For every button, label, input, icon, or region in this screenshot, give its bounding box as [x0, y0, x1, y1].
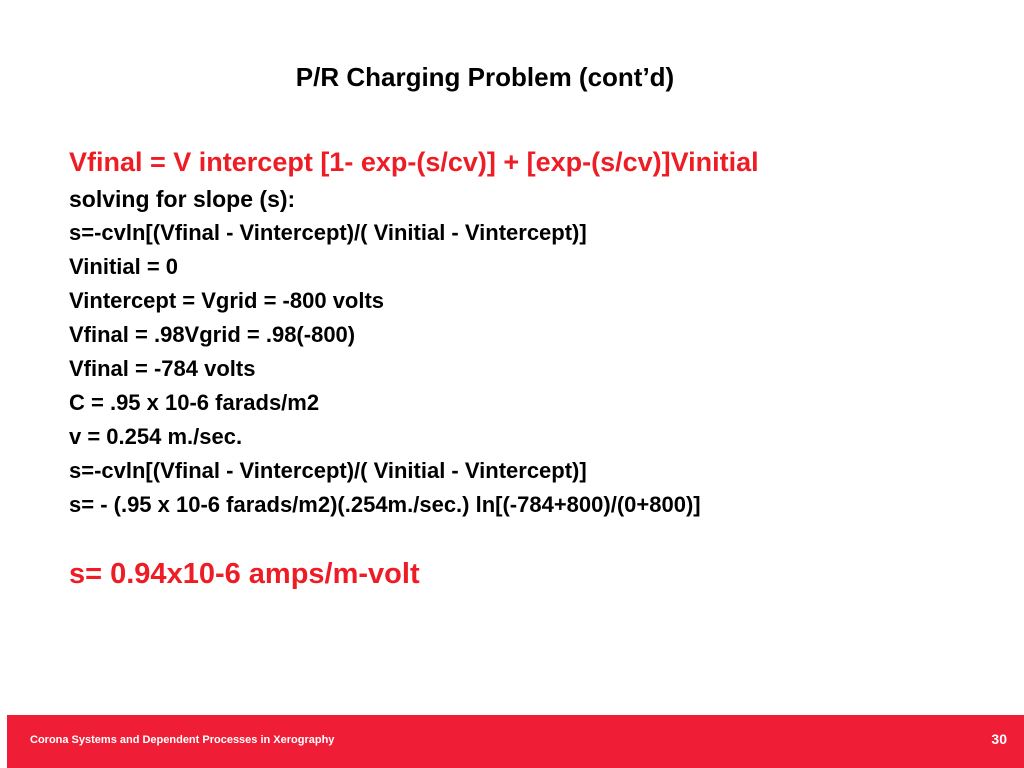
- text-line-vintercept: Vintercept = Vgrid = -800 volts: [69, 288, 385, 313]
- text-line-vfinal: Vfinal = -784 volts: [69, 356, 256, 381]
- page-number: 30: [991, 731, 1007, 747]
- footer-text: Corona Systems and Dependent Processes in Xerography: [30, 734, 335, 746]
- slide-body: [69, 142, 1009, 522]
- text-line-formula-repeat: s=-cvln[(Vfinal - Vintercept)/( Vinitial - Vintercept)]: [69, 458, 587, 483]
- result-line: s= 0.94x10-6 amps/m-volt: [69, 558, 420, 590]
- text-line-formula: s=-cvln[(Vfinal - Vintercept)/( Vinitial - Vintercept)]: [69, 220, 587, 245]
- text-line-velocity: v = 0.254 m./sec.: [69, 424, 243, 449]
- text-line-capacitance: C = .95 x 10-6 farads/m2: [69, 390, 320, 415]
- footer-bar: [7, 715, 1024, 768]
- equation-line: Vfinal = V intercept [1- exp-(s/cv)] + [exp-(s/cv)]Vinitial: [69, 147, 759, 177]
- slide-title: P/R Charging Problem (cont’d): [295, 62, 675, 92]
- text-line-substitution: s= - (.95 x 10-6 farads/m2)(.254m./sec.) ln[(-784+800)/(0+800)]: [69, 492, 701, 517]
- text-line-vfinal-calc: Vfinal = .98Vgrid = .98(-800): [69, 322, 356, 347]
- text-line-vinitial: Vinitial = 0: [69, 254, 179, 279]
- text-line-solving: solving for slope (s):: [69, 186, 296, 212]
